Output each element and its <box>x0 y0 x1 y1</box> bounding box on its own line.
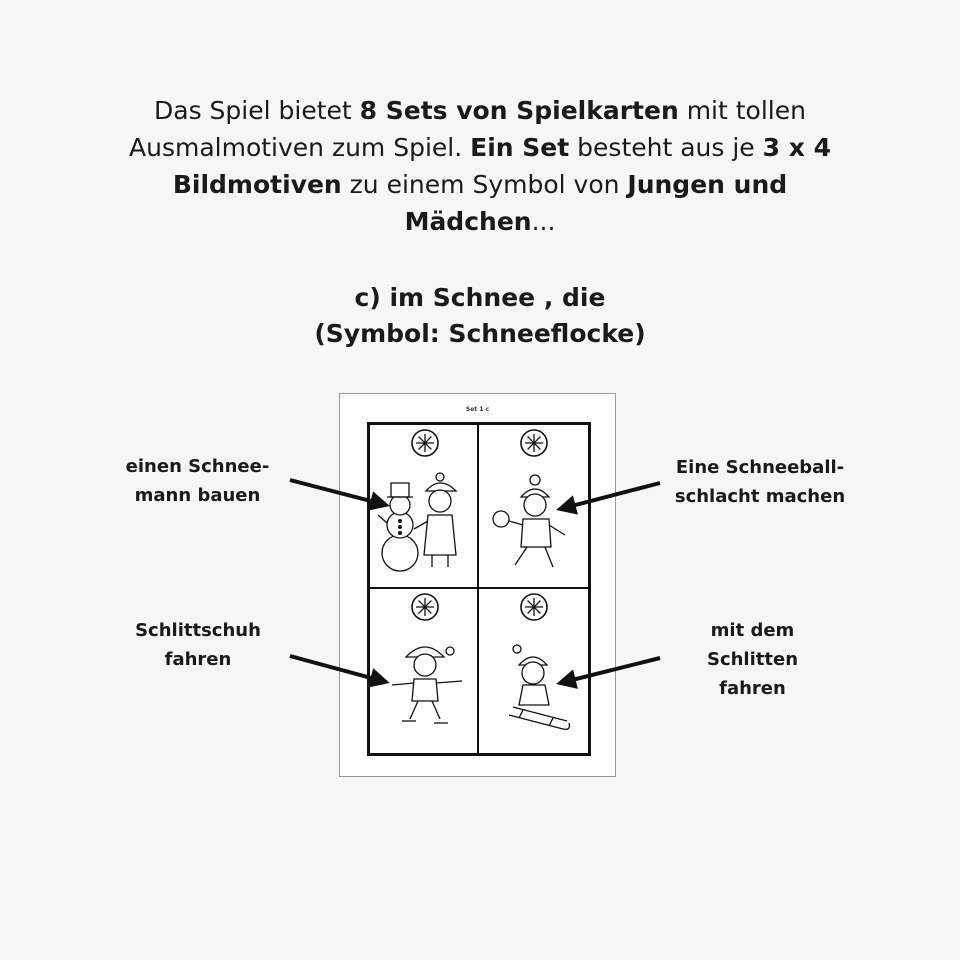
label-sledding-line-1: mit dem <box>710 620 795 641</box>
label-skating-line-1: Schlittschuh <box>135 620 261 641</box>
label-snowball-line-2: schlacht machen <box>674 486 846 507</box>
arrow-snowball <box>560 483 660 509</box>
label-sledding-line-3: fahren <box>719 678 786 699</box>
intro-text-4: zu einem Symbol von <box>341 170 628 199</box>
label-snowman-line-1: einen Schnee- <box>125 456 270 477</box>
arrow-skating <box>290 656 386 682</box>
intro-text-3: besteht aus je <box>569 133 763 162</box>
heading-line-2: (Symbol: Schneeflocke) <box>314 319 646 348</box>
label-snowball-line-1: Eine Schneeball- <box>675 457 845 478</box>
intro-bold-sets: 8 Sets von Spielkarten <box>359 96 679 125</box>
label-skating-line-2: fahren <box>164 649 232 670</box>
intro-bold-set: Ein Set <box>470 133 570 162</box>
arrow-sledding <box>560 658 660 683</box>
intro-text-1: Das Spiel bietet <box>154 96 360 125</box>
sheet-title: Set 1 c <box>465 406 490 413</box>
label-skating <box>118 616 278 674</box>
arrow-snowman <box>290 480 386 505</box>
label-sledding-line-2: Schlitten <box>706 649 799 670</box>
intro-text-2: mit tollen Ausmalmotiven zum Spiel. <box>129 96 806 162</box>
label-sledding <box>680 616 825 703</box>
intro-text-5: ... <box>531 207 556 236</box>
intro-bold-motifs: 3 x 4 Bildmotiven <box>172 133 831 199</box>
label-snowman <box>110 452 285 510</box>
label-snowman-line-2: mann bauen <box>134 485 261 506</box>
label-snowball <box>660 453 860 511</box>
heading-line-1: c) im Schnee , die <box>354 283 606 312</box>
intro-bold-children: Jungen und Mädchen <box>404 170 788 236</box>
